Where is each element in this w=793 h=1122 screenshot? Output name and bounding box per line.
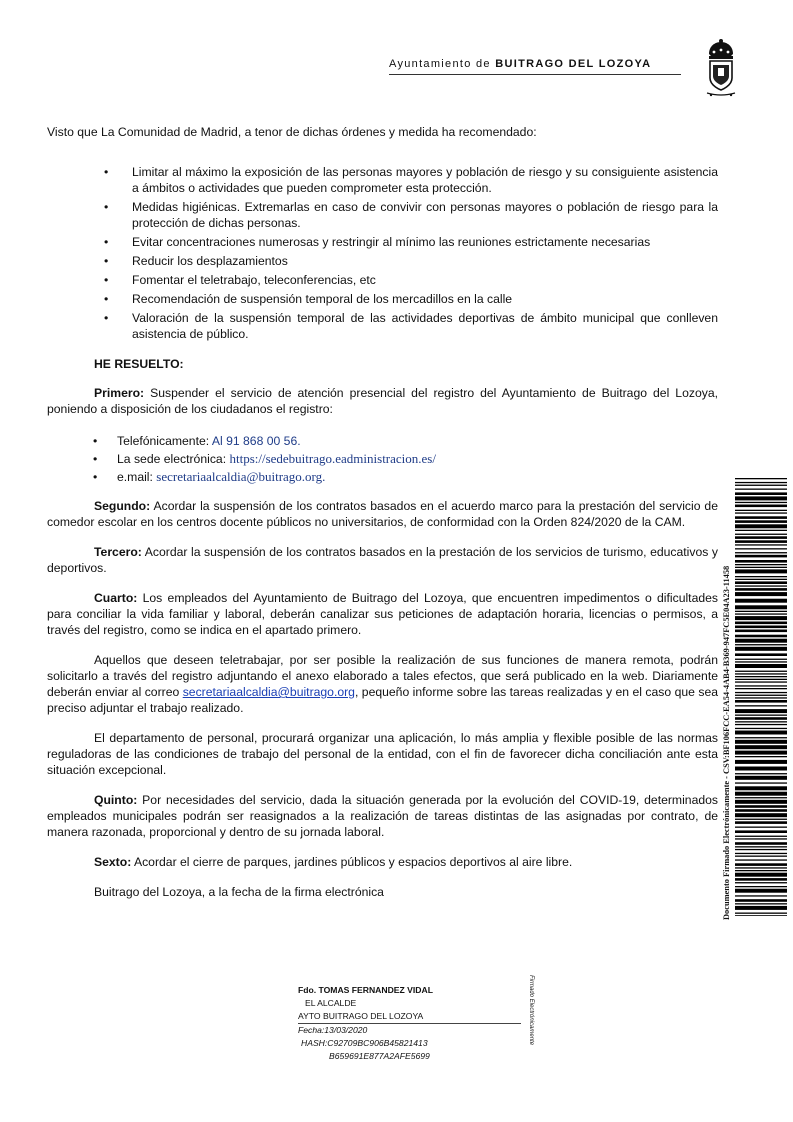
csv-verification-code: Documento Firmado Electrónicamente - CSV:BF106FCC-EA54-4AB4-B369-947FC5E04A23-11458 [722,565,731,920]
signer-name: Fdo. TOMAS FERNANDEZ VIDAL [298,985,433,995]
sexto-paragraph: Sexto: Acordar el cierre de parques, jardines públicos y espacios deportivos al aire libre. [94,855,573,869]
list-item: • Reducir los desplazamientos [104,254,288,268]
contact-website[interactable]: • La sede electrónica: https://sedebuitrago.eadministracion.es/ [93,451,436,466]
signature-block [298,984,523,1063]
list-item: • Evitar concentraciones numerosas y restringir al mínimo las reuniones estrictamente necesarias [104,235,651,249]
contact-email[interactable]: • e.mail: secretariaalcaldia@buitrago.org. [93,469,326,484]
list-item: • Recomendación de suspensión temporal de los mercadillos en la calle [104,292,513,306]
header-divider [389,74,681,75]
header-title [389,58,651,70]
teletrabajo-paragraph: Aquellos que deseen teletrabajar, por ser posible la realización de sus funciones de manera remota, podrán solicitarlo a través del registro adjuntando el anexo elaborado a tales efectos, que será publicado en la web. Diariamente deberán enviar al correo secretariaalcaldia@buitrago.org, pequeño informe sobre las tareas realizadas y en el caso que sea preciso adjuntar el trabajo realizado. [47,653,719,715]
quinto-paragraph: Quinto: Por necesidades del servicio, dada la situación generada por la evolución del COVID-19, determinados empleados municipales podrán ser reasignados a la realización de tareas distintas de las asignadas por contrato, de manera razonada, proporcional y dentro de su jornada laboral. [47,793,718,839]
intro-paragraph: Visto que La Comunidad de Madrid, a tenor de dichas órdenes y medida ha recomendado: [47,125,537,139]
resolved-heading: HE RESUELTO: [94,357,184,371]
contact-phone: • Telefónicamente: Al 91 868 00 56. [93,434,301,448]
primero-paragraph: Primero: Suspender el servicio de atención presencial del registro del Ayuntamiento de Buitrago del Lozoya, poniendo a disposición de los ciudadanos el registro: [47,386,718,416]
list-item: • Valoración de la suspensión temporal de las actividades deportivas de ámbito municipal que conlleven asistencia de público. [104,311,718,341]
coat-of-arms-icon [701,38,741,98]
signed-electronically-label: Firmado Electrónicamente [528,975,534,1046]
barcode-icon [735,478,787,916]
list-item: • Medidas higiénicas. Extremarlas en caso de convivir con personas mayores o población de riesgo para la protección de dichas personas. [104,200,718,230]
document-body [47,124,718,900]
segundo-paragraph: Segundo: Acordar la suspensión de los contratos basados en el acuerdo marco para la prestación del servicio de comedor escolar en los centros docente públicos no universitarios, de conformidad con la Orden 824/2020 de la CAM. [47,499,718,529]
contact-list [47,433,718,485]
signature-date: Fecha:13/03/2020 [298,1025,368,1035]
cuarto-paragraph: Cuarto: Los empleados del Ayuntamiento de Buitrago del Lozoya, que encuentren impedimentos o dificultades para conciliar la vida familiar y laboral, deberán canalizar sus peticiones de adaptación horaria, licencias o permisos, a través del registro, como se indica en el apartado primero. [47,591,718,637]
list-item: • Limitar al máximo la exposición de las personas mayores y población de riesgo y su consiguiente asistencia a ámbitos o actividades que pueden comprometer esta protección. [104,165,718,195]
list-item: • Fomentar el teletrabajo, teleconferencias, etc [104,273,376,287]
signature-hash-2: B659691E877A2AFE5699 [329,1051,430,1061]
header-municipality: BUITRAGO DEL LOZOYA [495,58,652,70]
tercero-paragraph: Tercero: Acordar la suspensión de los contratos basados en la prestación de los servicios de turismo, educativos y deportivos. [47,545,718,575]
email-link[interactable]: secretariaalcaldia@buitrago.org [182,685,355,699]
recommendations-list [47,164,718,342]
signer-entity: AYTO BUITRAGO DEL LOZOYA [298,1010,521,1024]
personal-paragraph: El departamento de personal, procurará organizar una aplicación, lo más amplia y flexible posible de las normas reguladoras de las condiciones de trabajo del personal de la entidad, con el fin de favorecer dicha conciliación ante esta situación excepcional. [47,731,718,777]
header-prefix: Ayuntamiento de [389,58,491,70]
closing-line: Buitrago del Lozoya, a la fecha de la firma electrónica [94,885,384,899]
signature-hash-1: HASH:C92709BC906B45821413 [301,1038,428,1048]
signer-role: EL ALCALDE [305,998,357,1008]
